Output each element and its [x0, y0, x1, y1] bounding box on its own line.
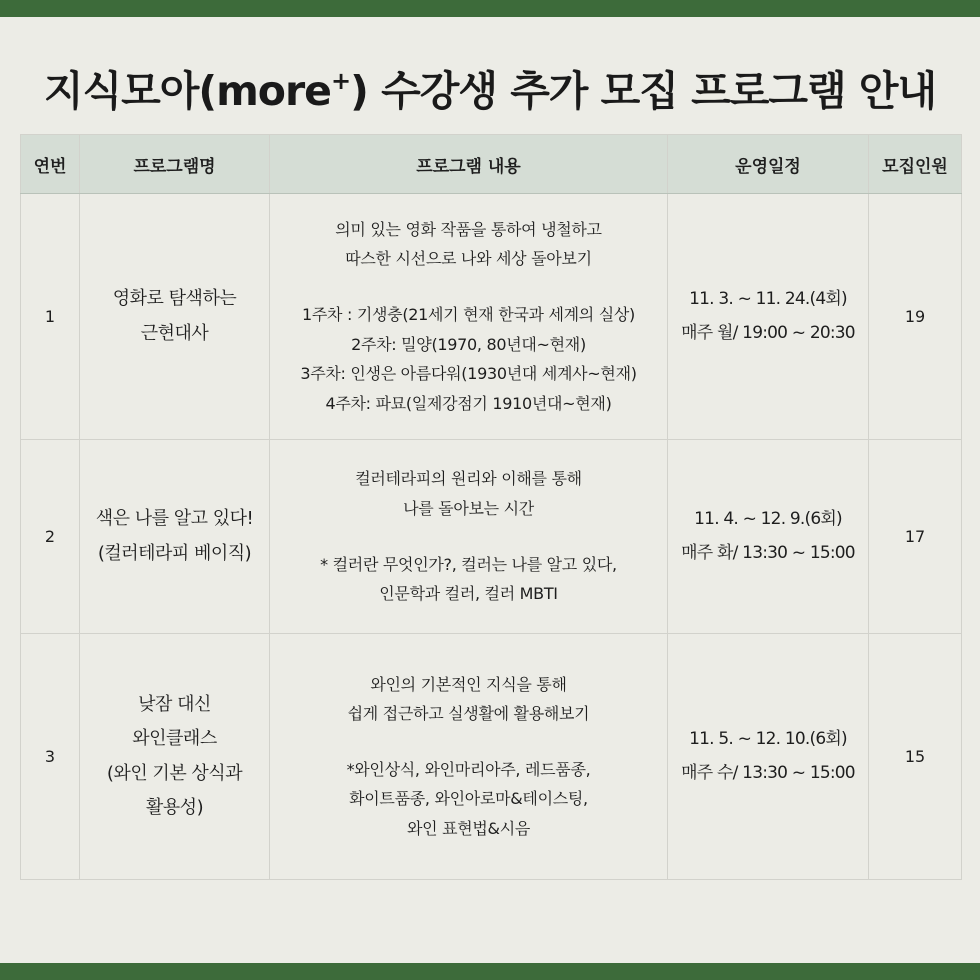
header-program-content: 프로그램 내용	[270, 135, 668, 194]
table-row	[21, 440, 962, 634]
table-header-row	[21, 135, 962, 194]
program-content: 컬러테라피의 원리와 이해를 통해 나를 돌아보는 시간 * 컬러란 무엇인가?, 컬러는 나를 알고 있다, 인문학과 컬러, 컬러 MBTI	[270, 440, 668, 634]
program-schedule: 11. 5. ~ 12. 10.(6회) 매주 수/ 13:30 ~ 15:00	[668, 634, 869, 880]
capacity: 17	[869, 440, 962, 634]
header-program-name: 프로그램명	[80, 135, 270, 194]
top-accent-bar	[0, 0, 980, 17]
capacity: 19	[869, 194, 962, 440]
program-table	[20, 134, 962, 880]
table-row	[21, 194, 962, 440]
program-name: 영화로 탐색하는 근현대사	[80, 194, 270, 440]
program-content: 의미 있는 영화 작품을 통하여 냉철하고 따스한 시선으로 나와 세상 돌아보기 1주차 : 기생충(21세기 현재 한국과 세계의 실상) 2주차: 밀양(1970, 80년대~현재) 3주차: 인생은 아름다워(1930년대 세계사~현재) 4주차: 파묘(일제강점기 1910년대~현재)	[270, 194, 668, 440]
row-number: 2	[21, 440, 80, 634]
program-content: 와인의 기본적인 지식을 통해 쉽게 접근하고 실생활에 활용해보기 *와인상식, 와인마리아주, 레드품종, 화이트품종, 와인아로마&테이스팅, 와인 표현법&시음	[270, 634, 668, 880]
program-name: 낮잠 대신 와인클래스 (와인 기본 상식과 활용성)	[80, 634, 270, 880]
page-title: 지식모아(more+) 수강생 추가 모집 프로그램 안내	[43, 67, 937, 115]
program-name: 색은 나를 알고 있다! (컬러테라피 베이직)	[80, 440, 270, 634]
capacity: 15	[869, 634, 962, 880]
program-schedule: 11. 3. ~ 11. 24.(4회) 매주 월/ 19:00 ~ 20:30	[668, 194, 869, 440]
bottom-accent-bar	[0, 963, 980, 980]
header-no: 연번	[21, 135, 80, 194]
header-capacity: 모집인원	[869, 135, 962, 194]
row-number: 3	[21, 634, 80, 880]
table-row	[21, 634, 962, 880]
header-schedule: 운영일정	[668, 135, 869, 194]
row-number: 1	[21, 194, 80, 440]
program-schedule: 11. 4. ~ 12. 9.(6회) 매주 화/ 13:30 ~ 15:00	[668, 440, 869, 634]
